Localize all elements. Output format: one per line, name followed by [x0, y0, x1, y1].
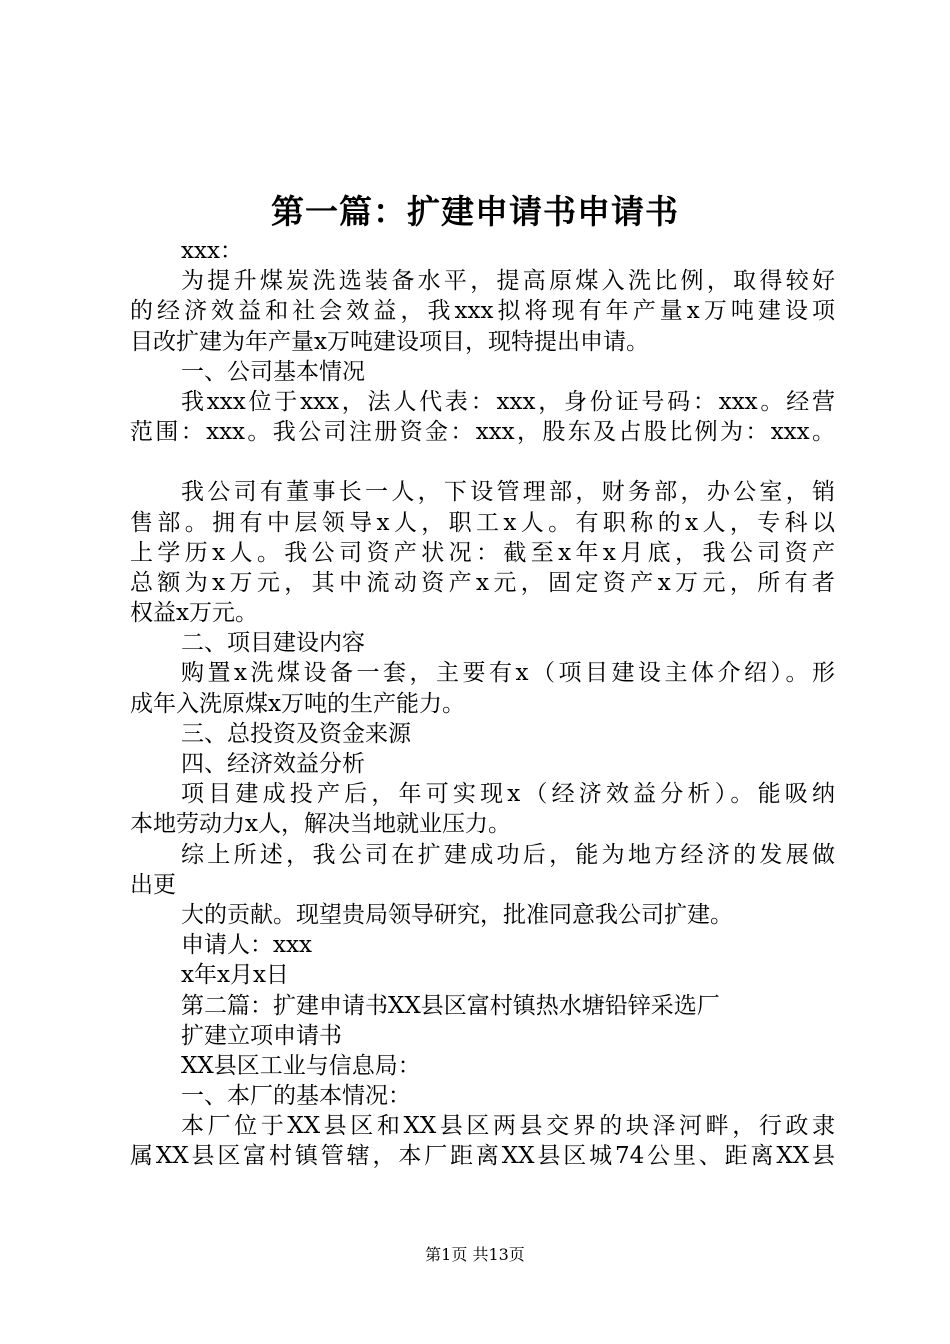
- salutation: XX县区工业与信息局：: [181, 1052, 421, 1079]
- section-heading: 扩建立项申请书: [181, 1022, 342, 1049]
- paragraph-line: 本地劳动力x人，解决当地就业压力。: [130, 811, 511, 838]
- paragraph-line: 为提升煤炭洗选装备水平，提高原煤入洗比例，取得较好: [181, 268, 835, 295]
- paragraph-line: 本厂位于XX县区和XX县区两县交界的块泽河畔，行政隶: [181, 1113, 835, 1140]
- paragraph-line: 售部。拥有中层领导x人，职工x人。有职称的x人，专科以: [130, 509, 835, 536]
- paragraph-line: 购置x洗煤设备一套，主要有x（项目建设主体介绍）。形: [181, 660, 835, 687]
- applicant-line: 申请人：xxx: [181, 932, 312, 959]
- paragraph-line: 范围：xxx。我公司注册资金：xxx，股东及占股比例为：xxx。: [130, 419, 835, 446]
- page-footer: 第1页 共13页: [425, 1245, 525, 1264]
- paragraph-line: 权益x万元。: [130, 600, 258, 627]
- paragraph-line: 成年入洗原煤x万吨的生产能力。: [130, 690, 465, 717]
- document-title: 第一篇：扩建申请书申请书: [271, 192, 679, 231]
- paragraph-line: 综上所述，我公司在扩建成功后，能为地方经济的发展做: [181, 841, 835, 868]
- blank-line: [130, 447, 835, 477]
- paragraph-line: 的经济效益和社会效益，我xxx拟将现有年产量x万吨建设项: [130, 298, 835, 325]
- date-line: x年x月x日: [181, 962, 289, 989]
- paragraph-line: 我xxx位于xxx，法人代表：xxx，身份证号码：xxx。经营: [181, 388, 835, 415]
- salutation: xxx：: [181, 238, 243, 264]
- paragraph-line: 我公司有董事长一人，下设管理部，财务部，办公室，销: [181, 479, 835, 506]
- paragraph-line: 总额为x万元，其中流动资产x元，固定资产x万元，所有者: [130, 569, 835, 596]
- section-heading: 四、经济效益分析: [181, 751, 365, 777]
- paragraph-line: 目改扩建为年产量x万吨建设项目，现特提出申请。: [130, 328, 649, 355]
- document-body: [130, 236, 835, 1172]
- section-heading: 二、项目建设内容: [181, 630, 365, 657]
- section-heading: 三、总投资及资金来源: [181, 720, 411, 747]
- section-heading: 第二篇：扩建申请书XX县区富村镇热水塘铅锌采选厂: [181, 992, 720, 1019]
- paragraph-line: 上学历x人。我公司资产状况：截至x年x月底，我公司资产: [130, 539, 835, 566]
- section-heading: 一、公司基本情况: [181, 358, 365, 385]
- section-heading: 一、本厂的基本情况：: [181, 1083, 411, 1110]
- paragraph-line: 项目建成投产后，年可实现x（经济效益分析）。能吸纳: [181, 781, 835, 808]
- paragraph-line: 属XX县区富村镇管辖，本厂距离XX县区城74公里、距离XX县: [130, 1143, 835, 1170]
- paragraph-line: 大的贡献。现望贵局领导研究，批准同意我公司扩建。: [181, 901, 733, 928]
- paragraph-line: 出更: [130, 871, 176, 898]
